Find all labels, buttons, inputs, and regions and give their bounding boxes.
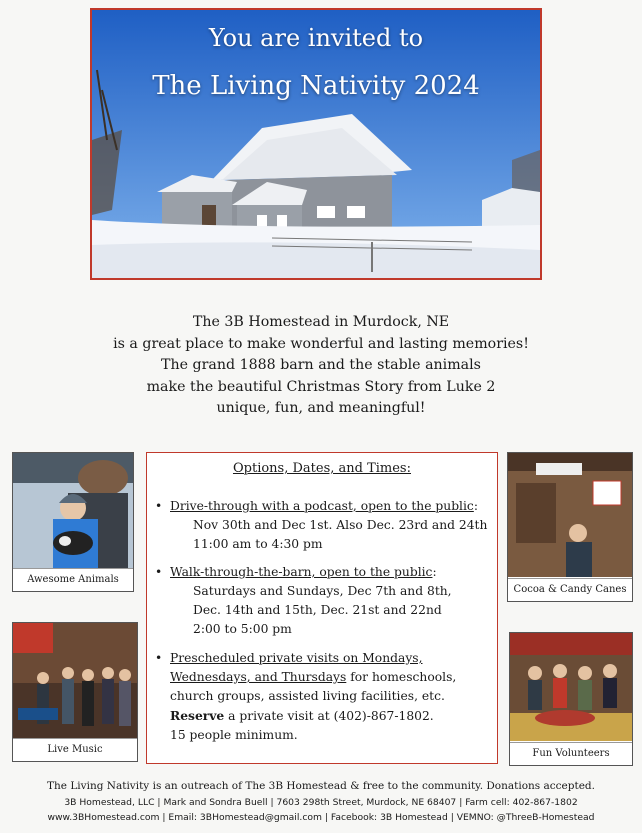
walk-dates-2: Dec. 14th and 15th, Dec. 21st and 22nd [193, 603, 442, 617]
footer-online: www.3BHomestead.com | Email: 3BHomestead@gmail.com | Facebook: 3B Homestead | VEMNO: @ThreeB-Homestead [47, 812, 595, 823]
photo-volunteers [509, 632, 633, 766]
photo-caption: Fun Volunteers [510, 742, 632, 765]
music-image [13, 623, 137, 739]
photo-animals [12, 452, 134, 592]
cocoa-image [508, 453, 632, 577]
reserve-phone: a private visit at (402)-867-1802. [224, 709, 434, 723]
intro-line: The 3B Homestead in Murdock, NE [192, 314, 450, 330]
intro-line: is a great place to make wonderful and lasting memories! [113, 335, 529, 352]
intro-line: The grand 1888 barn and the stable animals [161, 357, 481, 373]
option-walk-through [155, 563, 491, 639]
hero-banner [90, 8, 542, 280]
walk-colon: : [432, 565, 437, 579]
photo-cocoa [507, 452, 633, 602]
private-groups: church groups, assisted living facilities, etc. [170, 689, 445, 703]
hero-title-line2: The Living Nativity 2024 [152, 71, 480, 101]
photo-caption: Awesome Animals [13, 568, 133, 591]
option-private-visits [155, 649, 491, 745]
walk-dates-1: Saturdays and Sundays, Dec 7th and 8th, [193, 584, 452, 598]
footer-contact: 3B Homestead, LLC | Mark and Sondra Buell | 7603 298th Street, Murdock, NE 68407 | Farm cell: 402-867-1802 [64, 797, 578, 808]
reserve-label: Reserve [170, 708, 225, 723]
walk-heading: Walk-through-the-barn, open to the public [170, 565, 433, 579]
options-title: Options, Dates, and Times: [232, 461, 411, 476]
option-drive-through [155, 497, 491, 554]
drive-times: 11:00 am to 4:30 pm [193, 537, 323, 551]
animals-image [13, 453, 133, 569]
drive-heading: Drive-through with a podcast, open to the public [170, 499, 474, 513]
hero-title-line1: You are invited to [208, 24, 424, 52]
walk-times: 2:00 to 5:00 pm [193, 622, 292, 636]
photo-caption: Cocoa & Candy Canes [508, 578, 632, 601]
private-minimum: 15 people minimum. [170, 728, 298, 742]
bullet-icon: • [155, 565, 163, 579]
private-heading-rest: for homeschools, [346, 670, 457, 684]
volunteers-image [510, 633, 632, 741]
options-box [146, 452, 498, 764]
photo-music [12, 622, 138, 762]
intro-line: make the beautiful Christmas Story from Luke 2 [146, 378, 496, 395]
private-heading-2: Wednesdays, and Thursdays [170, 670, 347, 684]
intro-text [40, 312, 602, 420]
footer-outreach: The Living Nativity is an outreach of The 3B Homestead & free to the community. Donations accepted. [47, 780, 595, 792]
drive-colon: : [473, 499, 478, 513]
drive-dates: Nov 30th and Dec 1st. Also Dec. 23rd and 24th [193, 518, 488, 532]
intro-line: unique, fun, and meaningful! [216, 400, 426, 416]
photo-caption: Live Music [13, 738, 137, 761]
bullet-icon: • [155, 499, 163, 513]
bullet-icon: • [155, 651, 163, 665]
private-heading-1: Prescheduled private visits on Mondays, [170, 651, 423, 665]
